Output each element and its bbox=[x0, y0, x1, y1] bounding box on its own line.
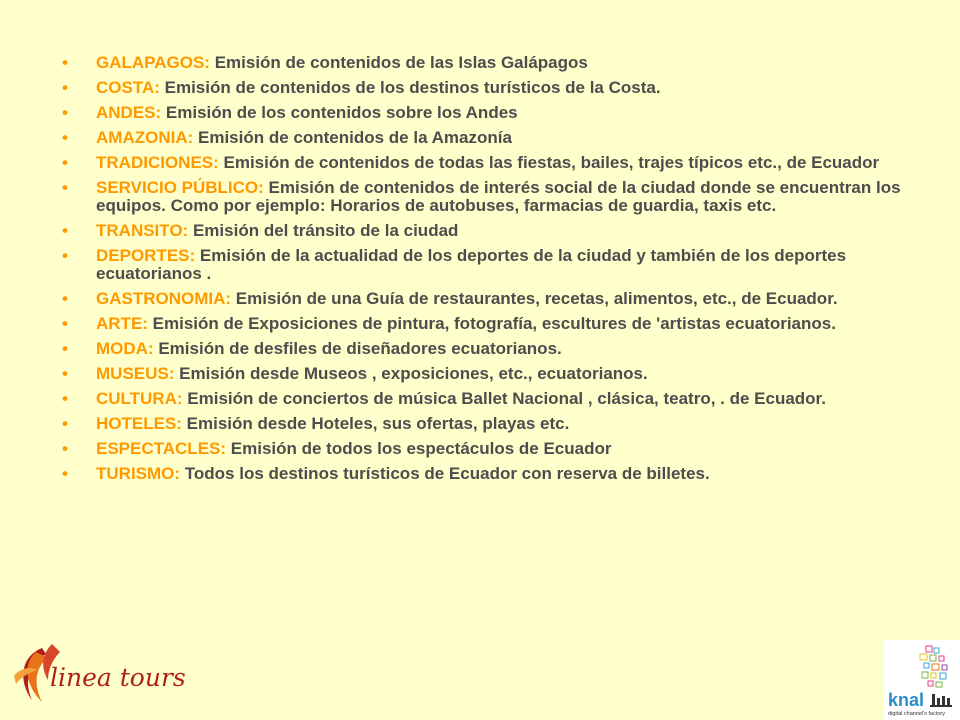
list-item bbox=[62, 247, 912, 283]
item-text: Emisión de contenidos de la Amazonía bbox=[193, 128, 512, 147]
item-text: Emisión de todos los espectáculos de Ecuador bbox=[226, 439, 612, 458]
bullet-icon: • bbox=[62, 78, 68, 97]
list-item bbox=[62, 390, 912, 408]
bullet-icon: • bbox=[62, 389, 68, 408]
item-keyword: TRANSITO: bbox=[96, 221, 189, 240]
item-keyword: ARTE: bbox=[96, 314, 148, 333]
bullet-icon: • bbox=[62, 314, 68, 333]
list-item bbox=[62, 365, 912, 383]
item-keyword: TRADICIONES: bbox=[96, 153, 219, 172]
list-item bbox=[62, 290, 912, 308]
bullet-icon: • bbox=[62, 246, 68, 265]
item-text: Emisión desde Museos , exposiciones, etc., ecuatorianos. bbox=[174, 364, 648, 383]
bullet-icon: • bbox=[62, 464, 68, 483]
bullet-icon: • bbox=[62, 178, 68, 197]
svg-text:linea tours: linea tours bbox=[50, 663, 186, 692]
linea-tours-logo bbox=[12, 640, 186, 708]
bullet-icon: • bbox=[62, 439, 68, 458]
bullet-icon: • bbox=[62, 153, 68, 172]
item-keyword: DEPORTES: bbox=[96, 246, 196, 265]
svg-text:digital channel's factory: digital channel's factory bbox=[888, 711, 945, 717]
item-keyword: GALAPAGOS: bbox=[96, 53, 210, 72]
list-item bbox=[62, 440, 912, 458]
item-keyword: HOTELES: bbox=[96, 414, 182, 433]
bullet-icon: • bbox=[62, 221, 68, 240]
item-text: Emisión de los contenidos sobre los Andes bbox=[161, 103, 518, 122]
knal-logo bbox=[884, 640, 960, 720]
item-text: Emisión de una Guía de restaurantes, recetas, alimentos, etc., de Ecuador. bbox=[231, 289, 838, 308]
item-keyword: MODA: bbox=[96, 339, 154, 358]
item-text: Emisión de contenidos de las Islas Galápagos bbox=[209, 53, 588, 72]
item-keyword: CULTURA: bbox=[96, 389, 183, 408]
item-keyword: ANDES: bbox=[96, 103, 162, 122]
list-item bbox=[62, 79, 912, 97]
bullet-icon: • bbox=[62, 53, 68, 72]
list-item bbox=[62, 465, 912, 483]
bullet-icon: • bbox=[62, 128, 68, 147]
list-item bbox=[62, 104, 912, 122]
item-text: Emisión de desfiles de diseñadores ecuatorianos. bbox=[153, 339, 562, 358]
svg-text:knal: knal bbox=[888, 690, 925, 710]
content-list bbox=[62, 54, 912, 490]
bullet-icon: • bbox=[62, 414, 68, 433]
list-item bbox=[62, 340, 912, 358]
list-item bbox=[62, 179, 912, 215]
bullet-icon: • bbox=[62, 103, 68, 122]
item-keyword: COSTA: bbox=[96, 78, 160, 97]
item-text: Emisión de contenidos de interés social de la ciudad donde se encuentran los equipos. Como por ejemplo: Horarios de autobuses, farmacias de guardia, taxis etc. bbox=[96, 178, 901, 215]
item-text: Emisión de la actualidad de los deportes de la ciudad y también de los deportes ecuatorianos . bbox=[96, 246, 847, 283]
list-item bbox=[62, 222, 912, 240]
item-keyword: GASTRONOMIA: bbox=[96, 289, 232, 308]
item-text: Emisión desde Hoteles, sus ofertas, playas etc. bbox=[181, 414, 570, 433]
item-keyword: SERVICIO PÚBLICO: bbox=[96, 178, 264, 197]
item-text: Todos los destinos turísticos de Ecuador con reserva de billetes. bbox=[180, 464, 710, 483]
item-text: Emisión del tránsito de la ciudad bbox=[188, 221, 459, 240]
item-text: Emisión de Exposiciones de pintura, fotografía, escultures de 'artistas ecuatorianos. bbox=[147, 314, 836, 333]
list-item bbox=[62, 54, 912, 72]
item-keyword: TURISMO: bbox=[96, 464, 181, 483]
bullet-icon: • bbox=[62, 364, 68, 383]
list-item bbox=[62, 129, 912, 147]
item-text: Emisión de conciertos de música Ballet Nacional , clásica, teatro, . de Ecuador. bbox=[182, 389, 826, 408]
bullet-icon: • bbox=[62, 339, 68, 358]
list-item bbox=[62, 415, 912, 433]
item-keyword: MUSEUS: bbox=[96, 364, 175, 383]
list-item bbox=[62, 154, 912, 172]
item-text: Emisión de contenidos de los destinos turísticos de la Costa. bbox=[159, 78, 661, 97]
item-text: Emisión de contenidos de todas las fiestas, bailes, trajes típicos etc., de Ecuador bbox=[218, 153, 880, 172]
bullet-icon: • bbox=[62, 289, 68, 308]
item-keyword: ESPECTACLES: bbox=[96, 439, 227, 458]
list-item bbox=[62, 315, 912, 333]
item-keyword: AMAZONIA: bbox=[96, 128, 194, 147]
